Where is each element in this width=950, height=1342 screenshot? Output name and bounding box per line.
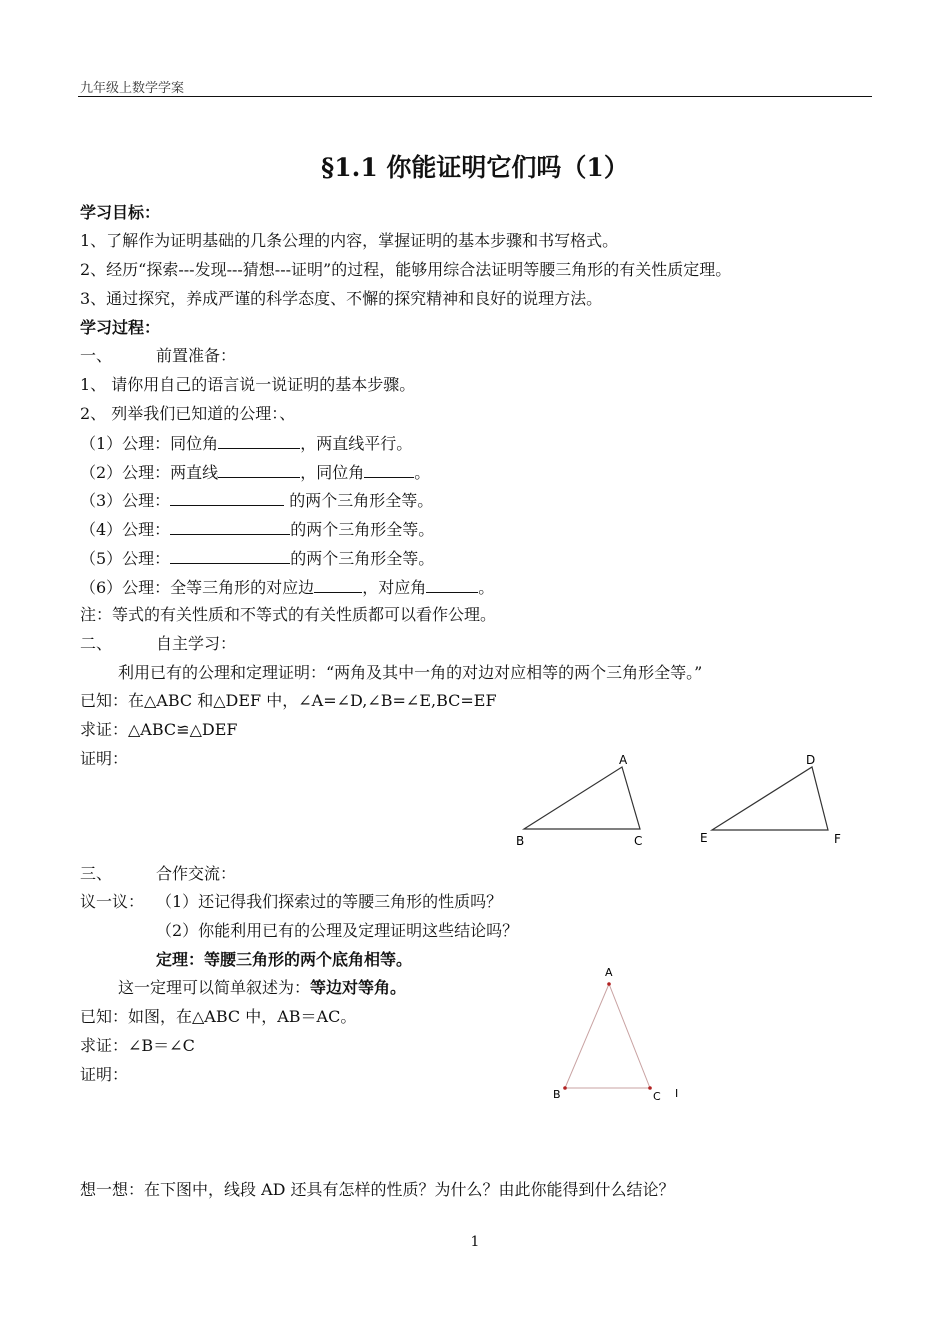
think-question: 想一想：在下图中，线段 AD 还具有怎样的性质？为什么？由此你能得到什么结论？ xyxy=(80,1180,675,1199)
axiom-1 xyxy=(80,433,412,454)
axiom-5-post: 的两个三角形全等。 xyxy=(290,549,435,568)
isosceles-triangle-figure xyxy=(545,960,695,1110)
axiom-6-blank-1[interactable] xyxy=(314,577,362,593)
header-rule xyxy=(78,96,872,97)
axiom-6-mid: ，对应角 xyxy=(362,578,427,597)
iso-label-b: B xyxy=(553,1088,561,1101)
axiom-5 xyxy=(80,548,434,569)
axiom-6 xyxy=(80,577,494,598)
vertex-c-point xyxy=(648,1086,652,1090)
vertex-b-point xyxy=(563,1086,567,1090)
axiom-4 xyxy=(80,519,434,540)
theorem-summary xyxy=(118,978,406,998)
part1-question-1: 1、 请你用自己的语言说一说证明的基本步骤。 xyxy=(80,375,416,394)
axiom-4-blank[interactable] xyxy=(170,519,290,535)
part3-given: 已知：如图，在△ABC 中，AB＝AC。 xyxy=(80,1007,357,1026)
axiom-5-pre: （5）公理： xyxy=(80,549,171,568)
process-heading: 学习过程： xyxy=(80,318,161,337)
axiom-6-blank-2[interactable] xyxy=(426,577,478,593)
label-f: F xyxy=(834,832,841,846)
part2-prompt: 利用已有的公理和定理证明：“两角及其中一角的对边对应相等的两个三角形全等。” xyxy=(118,663,703,682)
part3-proof: 证明： xyxy=(80,1065,129,1084)
triangle-abc xyxy=(524,767,640,829)
theorem-summary-pre: 这一定理可以简单叙述为： xyxy=(118,978,311,997)
iso-label-i: I xyxy=(675,1087,679,1100)
axiom-2-blank-2[interactable] xyxy=(364,462,414,478)
triangles-abc-def-figure xyxy=(500,745,860,855)
axiom-3-post: 的两个三角形全等。 xyxy=(284,491,434,510)
axiom-2-pre: （2）公理：两直线 xyxy=(80,463,219,482)
objective-item-1: 1、了解作为证明基础的几条公理的内容，掌握证明的基本步骤和书写格式。 xyxy=(80,231,619,250)
objectives-heading: 学习目标： xyxy=(80,203,161,222)
axiom-2-blank-1[interactable] xyxy=(218,462,300,478)
axiom-3-blank[interactable] xyxy=(170,490,284,506)
part1-title: 前置准备： xyxy=(156,346,237,365)
label-e: E xyxy=(700,831,708,845)
axiom-6-pre: （6）公理：全等三角形的对应边 xyxy=(80,578,315,597)
page-number: 1 xyxy=(470,1234,480,1250)
axiom-2-post: 。 xyxy=(414,463,431,482)
iso-label-a: A xyxy=(605,966,613,979)
label-c: C xyxy=(634,834,643,848)
axiom-4-post: 的两个三角形全等。 xyxy=(290,520,435,539)
part2-proof: 证明： xyxy=(80,749,129,768)
objective-item-2: 2、经历“探索---发现---猜想---证明”的过程，能够用综合法证明等腰三角形的有关性质定理。 xyxy=(80,260,732,279)
part2-given: 已知：在△ABC 和△DEF 中，∠A=∠D,∠B=∠E,BC=EF xyxy=(80,691,497,710)
theorem-statement: 定理：等腰三角形的两个底角相等。 xyxy=(156,950,413,969)
part2-number: 二、 xyxy=(80,634,113,653)
page-title: §1.1 你能证明它们吗（1） xyxy=(321,153,629,182)
axiom-6-post: 。 xyxy=(478,578,495,597)
axiom-2-mid: ，同位角 xyxy=(300,463,365,482)
discuss-question-1: （1）还记得我们探索过的等腰三角形的性质吗？ xyxy=(156,892,503,911)
discuss-label: 议一议： xyxy=(80,892,145,911)
axiom-3-pre: （3）公理： xyxy=(80,491,171,510)
axiom-2 xyxy=(80,462,430,483)
axiom-1-blank[interactable] xyxy=(218,433,300,449)
part1-note: 注：等式的有关性质和不等式的有关性质都可以看作公理。 xyxy=(80,605,497,624)
part2-title: 自主学习： xyxy=(156,634,237,653)
part1-question-2: 2、 列举我们已知道的公理：、 xyxy=(80,404,296,423)
axiom-5-blank[interactable] xyxy=(170,548,290,564)
part1-number: 一、 xyxy=(80,346,113,365)
axiom-1-pre: （1）公理：同位角 xyxy=(80,434,219,453)
vertex-a-point xyxy=(607,982,611,986)
isosceles-triangle xyxy=(565,984,650,1088)
header-course: 九年级上数学学案 xyxy=(80,81,185,96)
label-d: D xyxy=(806,753,816,767)
triangle-def xyxy=(712,767,828,830)
label-a: A xyxy=(619,753,628,767)
part3-title: 合作交流： xyxy=(156,864,237,883)
axiom-4-pre: （4）公理： xyxy=(80,520,171,539)
theorem-summary-bold: 等边对等角。 xyxy=(310,978,407,997)
part2-prove: 求证：△ABC≌△DEF xyxy=(80,720,238,739)
part3-number: 三、 xyxy=(80,864,113,883)
iso-label-c: C xyxy=(653,1090,661,1103)
label-b: B xyxy=(516,834,525,848)
objective-item-3: 3、通过探究，养成严谨的科学态度、不懈的探究精神和良好的说理方法。 xyxy=(80,289,603,308)
axiom-3 xyxy=(80,490,433,511)
discuss-question-2: （2）你能利用已有的公理及定理证明这些结论吗？ xyxy=(156,921,519,940)
part3-prove: 求证：∠B＝∠C xyxy=(80,1036,195,1055)
axiom-1-mid: ，两直线平行。 xyxy=(300,434,413,453)
